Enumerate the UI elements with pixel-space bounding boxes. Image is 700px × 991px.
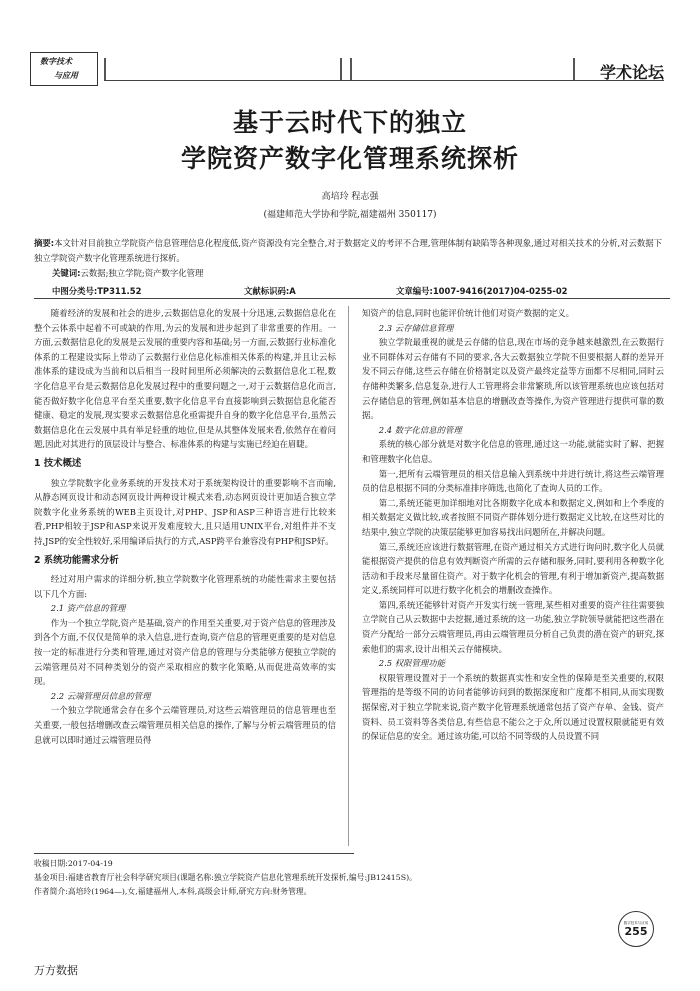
paragraph: 一个独立学院通常会存在多个云端管理员,对这些云端管理员的信息管理也至关重要,一般包括增删改查云端管理员相关信息的操作,了解与分析云端管理员的信息就可以即时通过云端管理员得 bbox=[34, 705, 336, 745]
left-column bbox=[34, 306, 336, 747]
seal-text: 数字技术与应用 bbox=[623, 920, 649, 925]
authors: 高培玲 程志强 bbox=[321, 192, 379, 202]
paragraph: 第二,系统还能更加详细地对比各期数字化成本和数据定义,例如和上个季度的相关数据定义做比较,或者按照不同资产群体划分进行数据定义比较,在这些对比的结果中,独立学院的决策层能够更加容易找出问题所在,并解决问题。 bbox=[362, 497, 664, 537]
section-rule bbox=[34, 298, 670, 299]
right-column bbox=[362, 306, 664, 744]
page-number: 255 bbox=[624, 924, 648, 938]
paper-title-line2: 学院资产数字化管理系统探析 bbox=[180, 144, 519, 173]
subsection-heading-2-4: 2.4 数字化信息的管理 bbox=[378, 424, 462, 435]
header-divider bbox=[350, 58, 352, 80]
paragraph: 第三,系统还应该进行数据管理,在资产通过相关方式进行询问时,数字化人员就能根据资产提供的信息有效判断资产所需的云存储和服务,同时,要利用各种数字化活动和手段来尽量留住资产。对于数字化机会的管理,有利于增加新资产,提高数据定义,系统同样可以进行数字化机会的增删改查操作。 bbox=[362, 541, 664, 596]
header-divider bbox=[104, 58, 106, 80]
page-number-seal bbox=[618, 911, 654, 947]
header-rule bbox=[104, 80, 664, 81]
paragraph: 第四,系统还能够针对资产开发实行统一管理,某些相对重要的资产往往需要独立学院自己从云数据中去挖掘,通过系统的这一功能,独立学院领导就能把这些潜在资产分配给一部分云端管理员,再由云端管理员分析自己负责的潜在资产的研究,探索他们的需求,设计出相关云存储模块。 bbox=[362, 599, 664, 654]
paper-title-line1: 基于云时代下的独立 bbox=[232, 108, 467, 137]
abstract-label: 摘要: bbox=[34, 238, 55, 248]
watermark-wanfang: 万方数据 bbox=[34, 964, 78, 977]
subsection-heading-2-2: 2.2 云端管理员信息的管理 bbox=[50, 690, 151, 701]
subsection-heading-2-5: 2.5 权限管理功能 bbox=[378, 658, 446, 669]
section-heading-2: 2 系统功能需求分析 bbox=[34, 554, 119, 566]
footnote-fund: 基金项目:福建省教育厅社会科学研究项目(课题名称:独立学院资产信息化管理系统开发探析,编号:JB12415S)。 bbox=[34, 873, 417, 882]
article-id: 文章编号:1007-9416(2017)04-0255-02 bbox=[396, 286, 568, 296]
document-code: 文献标识码:A bbox=[244, 286, 296, 296]
paragraph: 第一,把所有云端管理员的相关信息输入到系统中并进行统计,将这些云端管理员的信息根据不同的分类标准排序筛选,也简化了查询人员的工作。 bbox=[362, 468, 664, 494]
journal-logo-line2: 与应用 bbox=[54, 70, 78, 80]
paragraph: 作为一个独立学院,资产是基础,资产的作用至关重要,对于资产信息的管理涉及到各个方面,不仅仅是简单的录入信息,进行查询,资产信息的管理更重要的是对信息按一定的标准进行分类和管理,通过对资产信息的管理与分类能够方便独立学院的云端管理员对不同种类划分的资产采取相应的数字化策略,从而促进高效率的实现。 bbox=[34, 617, 336, 687]
paragraph: 经过对用户需求的详细分析,独立学院数字化管理系统的功能性需求主要包括以下几个方面: bbox=[34, 574, 336, 599]
keywords-text: 云数据;独立学院;资产数字化管理 bbox=[80, 268, 204, 278]
paragraph: 独立学院数字化业务系统的开发技术对于系统架构设计的重要影响不言而喻,从静态网页设计和动态网页设计两种设计模式来看,动态网页设计更加适合独立学院数字化业务系统的WEB主页设计,对PHP、JSP和ASP三种语言进行比较来看,PHP相较于JSP和ASP来说开发难度较大,且只适用UNIX平台,对组件并不支持,JSP的安全性较好,采用编译后执行的方式,ASP跨平台兼容没有PHP和JSP好。 bbox=[34, 477, 336, 546]
abstract bbox=[34, 236, 670, 266]
paragraph: 系统的核心部分就是对数字化信息的管理,通过这一功能,就能实时了解、把握和管理数字化信息。 bbox=[362, 439, 664, 464]
paragraph: 独立学院最重视的就是云存储的信息,现在市场的竞争越来越激烈,在云数据行业不同群体对云存储有不同的要求,各大云数据独立学院不但要根据人群的差异开发不同云存储,这些云存储在价格制定以及资产最终定益等方面都不尽相同,同时云存储种类繁多,信息复杂,进行人工管理将会非常繁琐,所以该管理系统也应该包括对云存储信息的管理,例如基本信息的增删改查等操作,为资产管理进行提供可靠的数据。 bbox=[362, 337, 664, 421]
affiliation: (福建师范大学协和学院,福建福州 350117) bbox=[263, 210, 437, 220]
header-divider bbox=[573, 58, 575, 80]
footnote-received: 收稿日期:2017-04-19 bbox=[34, 859, 113, 868]
clc-number: 中图分类号:TP311.52 bbox=[52, 286, 142, 296]
keywords bbox=[52, 267, 652, 279]
subsection-heading-2-3: 2.3 云存储信息管理 bbox=[378, 322, 454, 333]
header-divider bbox=[340, 58, 342, 80]
section-heading-1: 1 技术概述 bbox=[34, 457, 82, 469]
intro-paragraph: 随着经济的发展和社会的进步,云数据信息化的发展十分迅速,云数据信息化在整个云体系中起着不可或缺的作用,为云的发展和进步起到了非常重要的作用。一方面,云数据信息化的发展是云发展的重要内容和基础;另一方面,云数据行业标准化体系的工程建设实际上带动了云数据行业信息化标准相关体系的构建,并且让云标准体系的建设成为当前和以后相当一段时间里所必须解决的云数据信息化工程,数字化信息平台是云数据信息化发展过程中的重要问题之一,对于云数据信息化而言,能否做好数字化信息平台至关重要,数字化信息平台直接影响到云数据信息化能否健康、稳定的发展,现实要求云数据信息化亟需提升自身的数字化信息平台,虽然云数据信息化在云发展中具有举足轻重的地位,但是从其整体发展来看,依然存在着问题,因此对其进行的顶层设计与整合、标准体系的构建与实施已经迫在眉睫。 bbox=[34, 308, 336, 450]
footnote-rule bbox=[34, 853, 354, 854]
keywords-label: 关键词: bbox=[52, 268, 81, 278]
abstract-text: 本文针对目前独立学院资产信息管理信息化程度低,资产资源没有完全整合,对于数据定义的考评不合理,管理体制有缺陷等各种现象,通过对相关技术的分析,对云数据下独立学院资产数字化管理系统进行探析。 bbox=[34, 238, 663, 263]
column-divider bbox=[348, 306, 349, 846]
subsection-heading-2-1: 2.1 资产信息的管理 bbox=[50, 603, 126, 614]
paragraph: 知资产的信息,同时也能评价统计他们对资产数据的定义。 bbox=[362, 308, 575, 318]
section-tag: 学术论坛 bbox=[599, 63, 664, 82]
footnote-author: 作者简介:高培玲(1964—),女,福建福州人,本科,高级会计师,研究方向:财务管理。 bbox=[34, 887, 312, 896]
journal-logo-line1: 数字技术 bbox=[40, 56, 72, 66]
paragraph: 权限管理设置对于一个系统的数据真实性和安全性的保障是至关重要的,权限管理指的是等级不同的访问者能够访问到的数据深度和广度都不相同,从而实现数据保密,对于独立学院来说,资产数字化管理系统通常包括了资产存单、金钱、资产资料、员工资料等各类信息,有些信息不能公之于众,所以通过设置权限就能更有效的保证信息的安全。通过该功能,可以给不同等级的人员设置不同 bbox=[362, 672, 664, 742]
